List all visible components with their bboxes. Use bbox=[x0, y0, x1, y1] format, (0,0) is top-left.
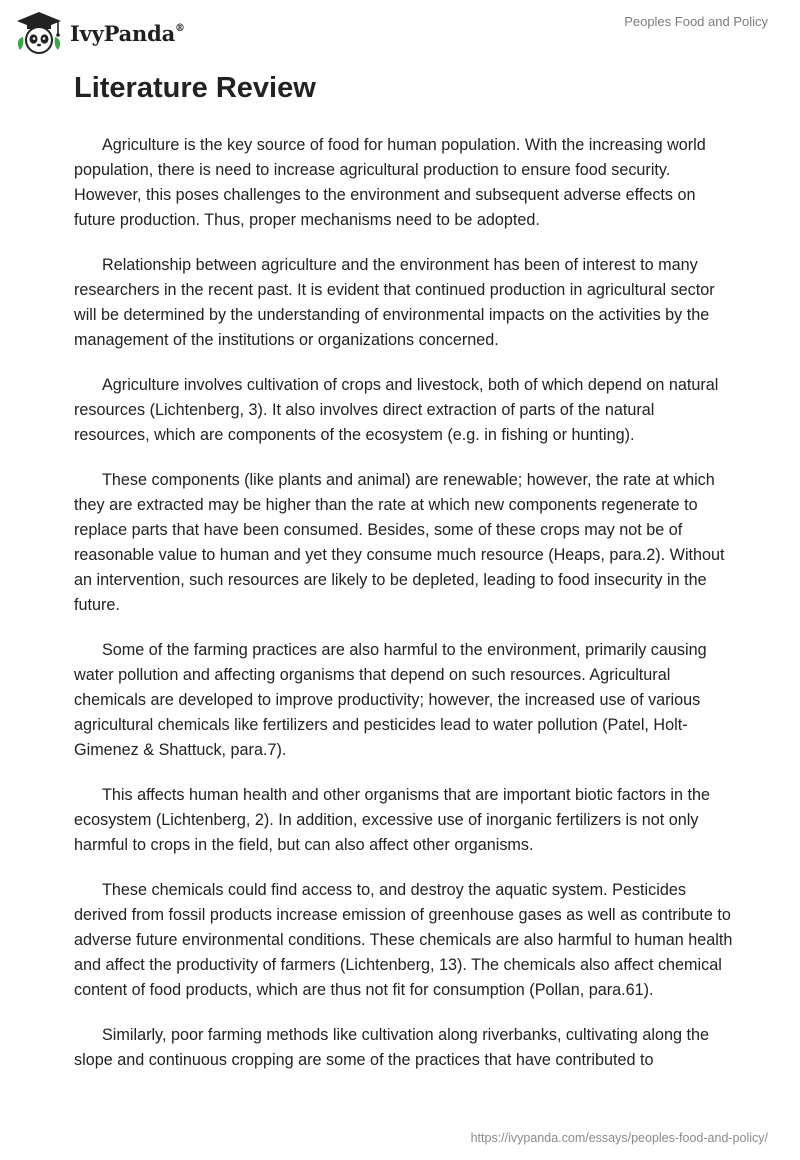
section-heading: Literature Review bbox=[74, 72, 316, 104]
panda-graduate-icon bbox=[14, 10, 64, 56]
essay-body bbox=[74, 133, 734, 1093]
paragraph: This affects human health and other organisms that are important biotic factors in the ecosystem (Lichtenberg, 2). In addition, excessive use of inorganic fertilizers is not only harmful to crops in the field, but can also affect other organisms. bbox=[74, 786, 710, 854]
ivypanda-logo[interactable] bbox=[14, 10, 185, 56]
paragraph: Similarly, poor farming methods like cultivation along riverbanks, cultivating along the slope and continuous cropping are some of the practices that have contributed to bbox=[74, 1026, 710, 1069]
paragraph: Agriculture involves cultivation of crops and livestock, both of which depend on natural resources (Lichtenberg, 3). It also involves direct extraction of parts of the natural resources, which are components of the ecosystem (e.g. in fishing or hunting). bbox=[74, 376, 719, 444]
brand-name: IvyPanda® bbox=[70, 20, 185, 46]
paragraph: These components (like plants and animal) are renewable; however, the rate at which they are extracted may be higher than the rate at which new components regenerate to replace parts that have been consumed. Besides, some of these crops may not be of reasonable value to human and yet they consume much resource (Heaps, para.2). Without an intervention, such resources are likely to be depleted, leading to food insecurity in the future. bbox=[74, 471, 725, 614]
paragraph: These chemicals could find access to, and destroy the aquatic system. Pesticides derived from fossil products increase emission of greenhouse gases as well as contribute to adverse future environmental conditions. These chemicals are also harmful to human health and affect the productivity of farmers (Lichtenberg, 13). The chemicals also affect chemical content of food products, which are thus not fit for consumption (Pollan, para.61). bbox=[74, 881, 733, 999]
paragraph: Agriculture is the key source of food for human population. With the increasing world population, there is need to increase agricultural production to ensure food security. However, this poses challenges to the environment and subsequent adverse effects on future production. Thus, proper mechanisms need to be adopted. bbox=[74, 136, 706, 229]
document-title: Peoples Food and Policy bbox=[624, 14, 768, 29]
paragraph: Some of the farming practices are also harmful to the environment, primarily causing water pollution and affecting organisms that depend on such resources. Agricultural chemicals are developed to improve productivity; however, the increased use of various agricultural chemicals like fertilizers and pesticides lead to water pollution (Patel, Holt-Gimenez & Shattuck, para.7). bbox=[74, 641, 707, 759]
registered-mark: ® bbox=[175, 22, 185, 34]
source-url-link[interactable]: https://ivypanda.com/essays/peoples-food-and-policy/ bbox=[470, 1131, 768, 1145]
paragraph: Relationship between agriculture and the environment has been of interest to many researchers in the recent past. It is evident that continued production in agricultural sector will be determined by the understanding of environmental impacts on the activities by the management of the institutions or organizations concerned. bbox=[74, 256, 715, 349]
